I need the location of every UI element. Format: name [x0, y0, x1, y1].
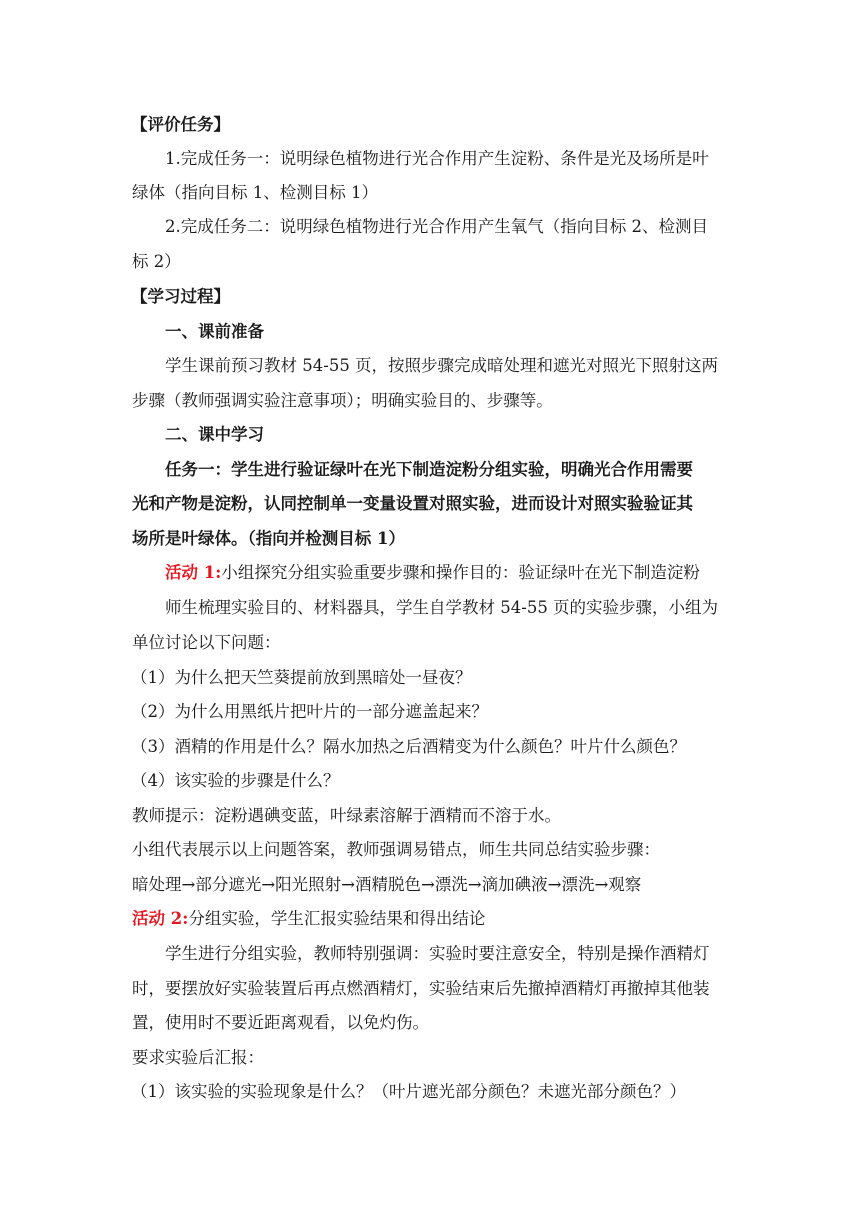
question-2: （2）为什么用黑纸片把叶片的一部分遮盖起来？ — [131, 702, 488, 721]
activity-1-line — [165, 561, 700, 585]
activity-2-text: 分组实验，学生汇报实验结果和得出结论 — [188, 909, 486, 928]
activity-2-para-line-2: 时，要摆放好实验装置后再点燃酒精灯，实验结束后先撤掉酒精灯再撤掉其他装 — [132, 979, 710, 998]
part-1-para-line-1: 学生课前预习教材 54-55 页，按照步骤完成暗处理和遮光对照光下照射这两 — [165, 356, 719, 375]
steps-flow: 暗处理→部分遮光→阳光照射→酒精脱色→漂洗→滴加碘液→漂洗→观察 — [132, 875, 642, 894]
task-1-line-3: 场所是叶绿体。（指向并检测目标 1） — [132, 529, 405, 548]
part-1-para-line-2: 步骤（教师强调实验注意事项）；明确实验目的、步骤等。 — [132, 391, 553, 410]
activity-2-line — [132, 907, 485, 931]
activity-1-para-line-1: 师生梳理实验目的、材料器具，学生自学教材 54-55 页的实验步骤，小组为 — [165, 598, 719, 617]
question-4: （4）该实验的步骤是什么？ — [131, 771, 340, 790]
eval-item-2-line-1: 2.完成任务二：说明绿色植物进行光合作用产生氧气（指向目标 2、检测目 — [165, 217, 708, 236]
activity-2-label: 活动 2: — [132, 909, 189, 928]
question-1: （1）为什么把天竺葵提前放到黑暗处一昼夜？ — [131, 668, 472, 687]
activity-2-para-line-1: 学生进行分组实验，教师特别强调：实验时要注意安全，特别是操作酒精灯 — [165, 944, 710, 963]
eval-item-1-line-1: 1.完成任务一：说明绿色植物进行光合作用产生淀粉、条件是光及场所是叶 — [165, 149, 709, 168]
learning-process-heading: 【学习过程】 — [131, 287, 230, 306]
eval-item-1-line-2: 绿体（指向目标 1、检测目标 1） — [132, 183, 378, 202]
activity-1-text: 小组探究分组实验重要步骤和操作目的：验证绿叶在光下制造淀粉 — [221, 563, 700, 582]
group-summary: 小组代表展示以上问题答案，教师强调易错点，师生共同总结实验步骤： — [132, 840, 660, 859]
eval-task-heading: 【评价任务】 — [131, 115, 230, 134]
activity-2-para-line-3: 置，使用时不要近距离观看，以免灼伤。 — [132, 1013, 429, 1032]
part-2-title: 二、课中学习 — [165, 425, 264, 444]
task-1-line-1: 任务一：学生进行验证绿叶在光下制造淀粉分组实验，明确光合作用需要 — [165, 460, 693, 479]
part-1-title: 一、课前准备 — [165, 322, 264, 341]
report-intro: 要求实验后汇报： — [132, 1048, 264, 1067]
task-1-line-2: 光和产物是淀粉，认同控制单一变量设置对照实验，进而设计对照实验验证其 — [132, 494, 693, 513]
eval-item-2-line-2: 标 2） — [132, 252, 181, 271]
teacher-hint: 教师提示：淀粉遇碘变蓝，叶绿素溶解于酒精而不溶于水。 — [132, 806, 561, 825]
report-question-1: （1）该实验的实验现象是什么？（叶片遮光部分颜色？未遮光部分颜色？） — [131, 1082, 686, 1101]
activity-1-label: 活动 1: — [165, 563, 222, 582]
activity-1-para-line-2: 单位讨论以下问题： — [132, 633, 281, 652]
question-3: （3）酒精的作用是什么？隔水加热之后酒精变为什么颜色？叶片什么颜色？ — [131, 737, 686, 756]
